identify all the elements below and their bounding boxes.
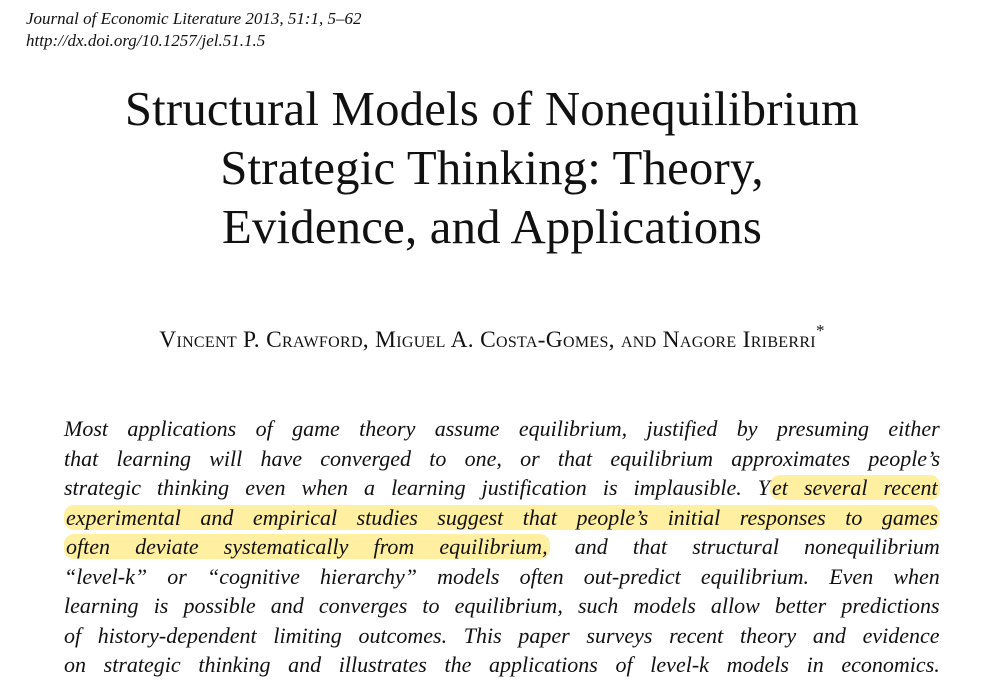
abstract-line-7: learning is possible and converges to equilibrium, such models allow better predictions — [64, 593, 940, 618]
abstract-line-4 — [64, 503, 940, 533]
abstract-line-6: “level-k” or “cognitive hierarchy” models often out-predict equilibrium. Even when — [64, 563, 940, 589]
abstract-line-2: that learning will have converged to one, or that equilibrium approximates people’s — [64, 445, 941, 471]
author-names: Vincent P. Crawford, Miguel A. Costa-Gomes, and Nagore Iriberri — [159, 326, 816, 353]
title-line-2: Strategic Thinking: Theory, — [220, 141, 764, 195]
abstract-line-8: of history-dependent limiting outcomes. This paper surveys recent theory and evidence — [64, 622, 940, 648]
abstract — [64, 414, 940, 680]
author-footnote-mark[interactable]: * — [815, 321, 825, 340]
journal-citation: Journal of Economic Literature 2013, 51:1, 5–62 — [26, 9, 362, 28]
abstract-line-3 — [64, 473, 940, 503]
title-line-1: Structural Models of Nonequilibrium — [124, 82, 860, 136]
abstract-text: strategic thinking even when a learning justification is implausible. Y — [64, 475, 771, 500]
highlighted-text: often deviate systematically from equilibrium, — [66, 534, 548, 559]
abstract-line-5 — [64, 532, 940, 562]
paper-title — [0, 80, 984, 257]
highlighted-text: experimental and empirical studies suggest that people’s initial responses to games — [66, 504, 939, 530]
doi-link[interactable]: http://dx.doi.org/10.1257/jel.51.1.5 — [26, 31, 266, 50]
abstract-text: and that structural nonequilibrium — [549, 534, 940, 559]
author-list — [0, 318, 984, 355]
abstract-line-1: Most applications of game theory assume equilibrium, justified by presuming either — [64, 416, 940, 441]
title-line-3: Evidence, and Applications — [221, 200, 763, 254]
abstract-line-9: on strategic thinking and illustrates the applications of level-k models in economics. — [64, 652, 940, 677]
highlighted-text: et several recent — [772, 475, 938, 500]
